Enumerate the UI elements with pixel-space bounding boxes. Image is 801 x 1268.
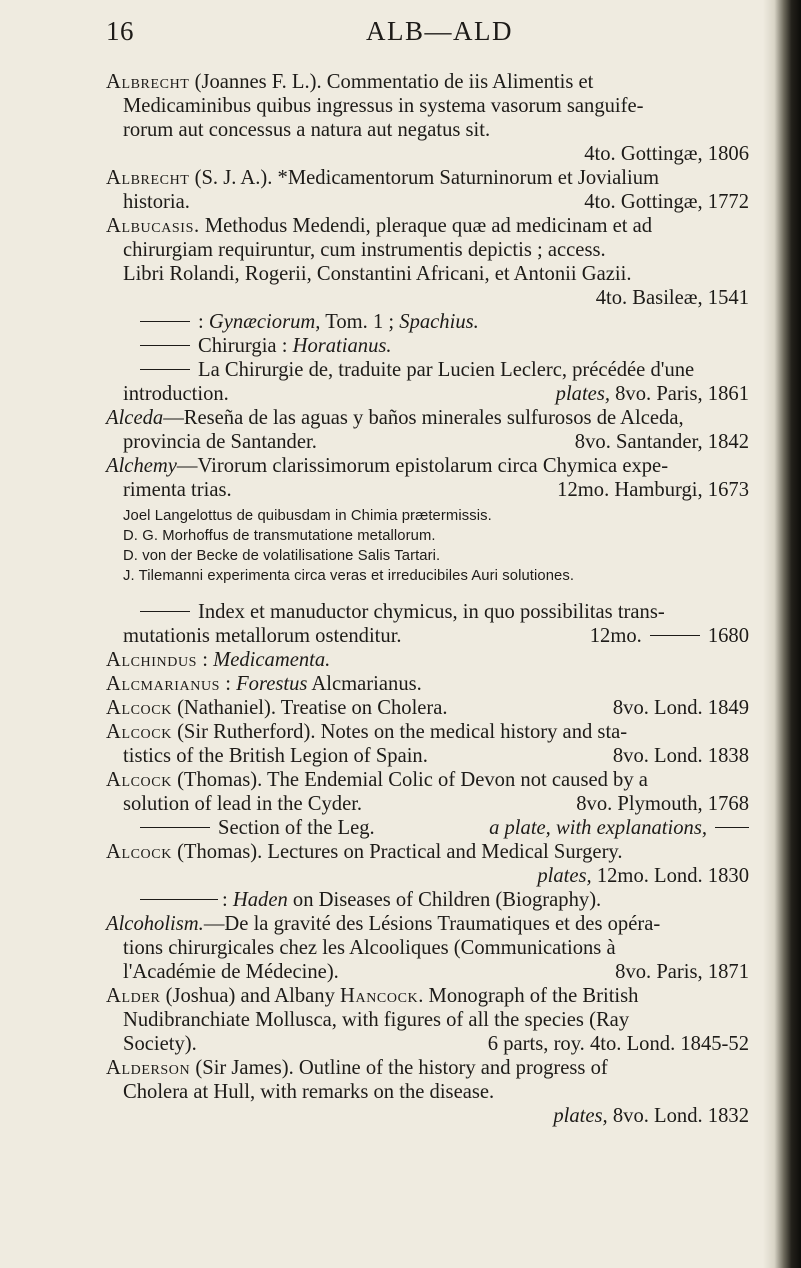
entry-alcoholism-imprint: 8vo. Paris, 1871 <box>615 961 749 983</box>
entry-alchindus: Alchindus : Medicamenta. <box>106 649 331 671</box>
page-number: 16 <box>106 16 134 46</box>
entry-alderson-line-2: Cholera at Hull, with remarks on the disease. <box>123 1081 495 1103</box>
entry-alder-line-1: Alder (Joshua) and Albany Hancock. Monograph of the British <box>106 985 639 1007</box>
page-edge-shadow <box>763 0 801 1268</box>
entry-alcoholism-line-2: tions chirurgicales chez les Alcooliques (Communications à <box>123 937 616 959</box>
entry-albrecht-sja-imprint: 4to. Gottingæ, 1772 <box>584 191 749 213</box>
entry-section-of-the-leg-note: a plate, with explanations, <box>489 816 749 840</box>
entry-alcock-thomas-lectures-imprint: plates, 12mo. Lond. 1830 <box>537 865 749 887</box>
entry-alcock-rutherford-imprint: 8vo. Lond. 1838 <box>612 745 749 767</box>
entry-chirurgia: Chirurgia : Horatianus. <box>140 334 392 358</box>
entry-alder-line-2: Nudibranchiate Mollusca, with figures of all the species (Ray <box>123 1009 630 1031</box>
entry-alcock-thomas-lectures-line-1: Alcock (Thomas). Lectures on Practical and Medical Surgery. <box>106 841 623 863</box>
entry-index-manuductor-line-2: mutationis metallorum ostenditur. <box>123 625 402 647</box>
entry-albrecht-joannes-line-2: Medicaminibus quibus ingressus in systema vasorum sanguife- <box>123 95 644 117</box>
entry-albrecht-joannes-line-3: rorum aut concessus a natura aut negatus sit. <box>123 119 491 141</box>
entry-albucasis-imprint: 4to. Basileæ, 1541 <box>595 287 749 309</box>
entry-albucasis-line-1: Albucasis. Methodus Medendi, pleraque quæ ad medicinam et ad <box>106 215 653 237</box>
entry-albucasis-line-3: Libri Rolandi, Rogerii, Constantini Africani, et Antonii Gazii. <box>123 263 632 285</box>
entry-alder-imprint: 6 parts, roy. 4to. Lond. 1845-52 <box>487 1033 749 1055</box>
entry-alchemy-line-2: rimenta trias. <box>123 479 232 501</box>
entry-section-of-the-leg: Section of the Leg. <box>140 816 375 840</box>
contents-line: D. von der Becke de volatilisatione Salis Tartari. <box>123 548 441 564</box>
contents-line: D. G. Morhoffus de transmutatione metallorum. <box>123 528 436 544</box>
entry-albrecht-joannes-imprint: 4to. Gottingæ, 1806 <box>584 143 749 165</box>
entry-alcock-nathaniel-imprint: 8vo. Lond. 1849 <box>612 697 749 719</box>
entry-alcock-nathaniel: Alcock (Nathaniel). Treatise on Cholera. <box>106 697 448 719</box>
entry-alceda-line-2: provincia de Santander. <box>123 431 317 453</box>
contents-line: J. Tilemanni experimenta circa veras et irreducibiles Auri solutiones. <box>123 568 575 584</box>
entry-index-manuductor-line-1: Index et manuductor chymicus, in quo possibilitas trans- <box>140 600 665 624</box>
running-head: ALB—ALD <box>366 16 513 46</box>
entry-la-chirurgie-line-1: La Chirurgie de, traduite par Lucien Leclerc, précédée d'une <box>140 358 694 382</box>
entry-alchemy-line-1: Alchemy—Virorum clarissimorum epistolarum circa Chymica expe- <box>106 455 669 477</box>
entry-alcock-thomas-colic-line-1: Alcock (Thomas). The Endemial Colic of Devon not caused by a <box>106 769 648 791</box>
entry-alcmarianus: Alcmarianus : Forestus Alcmarianus. <box>106 673 422 695</box>
entry-albrecht-sja-line-1: Albrecht (S. J. A.). *Medicamentorum Saturninorum et Jovialium <box>106 167 660 189</box>
entry-haden: : Haden on Diseases of Children (Biography). <box>140 888 601 912</box>
entry-alder-line-3: Society). <box>123 1033 197 1055</box>
entry-alcoholism-line-1: Alcoholism.—De la gravité des Lésions Traumatiques et des opéra- <box>106 913 661 935</box>
entry-alcock-rutherford-line-1: Alcock (Sir Rutherford). Notes on the medical history and sta- <box>106 721 628 743</box>
entry-alchemy-imprint: 12mo. Hamburgi, 1673 <box>557 479 749 501</box>
entry-gynaeciorum: : Gynæciorum, Tom. 1 ; Spachius. <box>140 310 479 334</box>
entry-albrecht-sja-line-2: historia. <box>123 191 190 213</box>
entry-la-chirurgie-imprint: plates, 8vo. Paris, 1861 <box>555 383 749 405</box>
entry-albucasis-line-2: chirurgiam requiruntur, cum instrumentis depictis ; access. <box>123 239 606 261</box>
entry-alceda-line-1: Alceda—Reseña de las aguas y baños minerales sulfurosos de Alceda, <box>106 407 684 429</box>
entry-alcoholism-line-3: l'Académie de Médecine). <box>123 961 339 983</box>
entry-la-chirurgie-line-2: introduction. <box>123 383 229 405</box>
entry-albrecht-joannes-line-1: Albrecht (Joannes F. L.). Commentatio de iis Alimentis et <box>106 71 594 93</box>
entry-alceda-imprint: 8vo. Santander, 1842 <box>574 431 749 453</box>
contents-line: Joel Langelottus de quibusdam in Chimia prætermissis. <box>123 508 492 524</box>
entry-alcock-thomas-colic-imprint: 8vo. Plymouth, 1768 <box>576 793 749 815</box>
entry-alderson-line-1: Alderson (Sir James). Outline of the history and progress of <box>106 1057 608 1079</box>
entry-index-manuductor-imprint: 12mo. 1680 <box>589 625 749 647</box>
entry-alderson-imprint: plates, 8vo. Lond. 1832 <box>553 1105 749 1127</box>
entry-alcock-rutherford-line-2: tistics of the British Legion of Spain. <box>123 745 428 767</box>
entry-alcock-thomas-colic-line-2: solution of lead in the Cyder. <box>123 793 363 815</box>
